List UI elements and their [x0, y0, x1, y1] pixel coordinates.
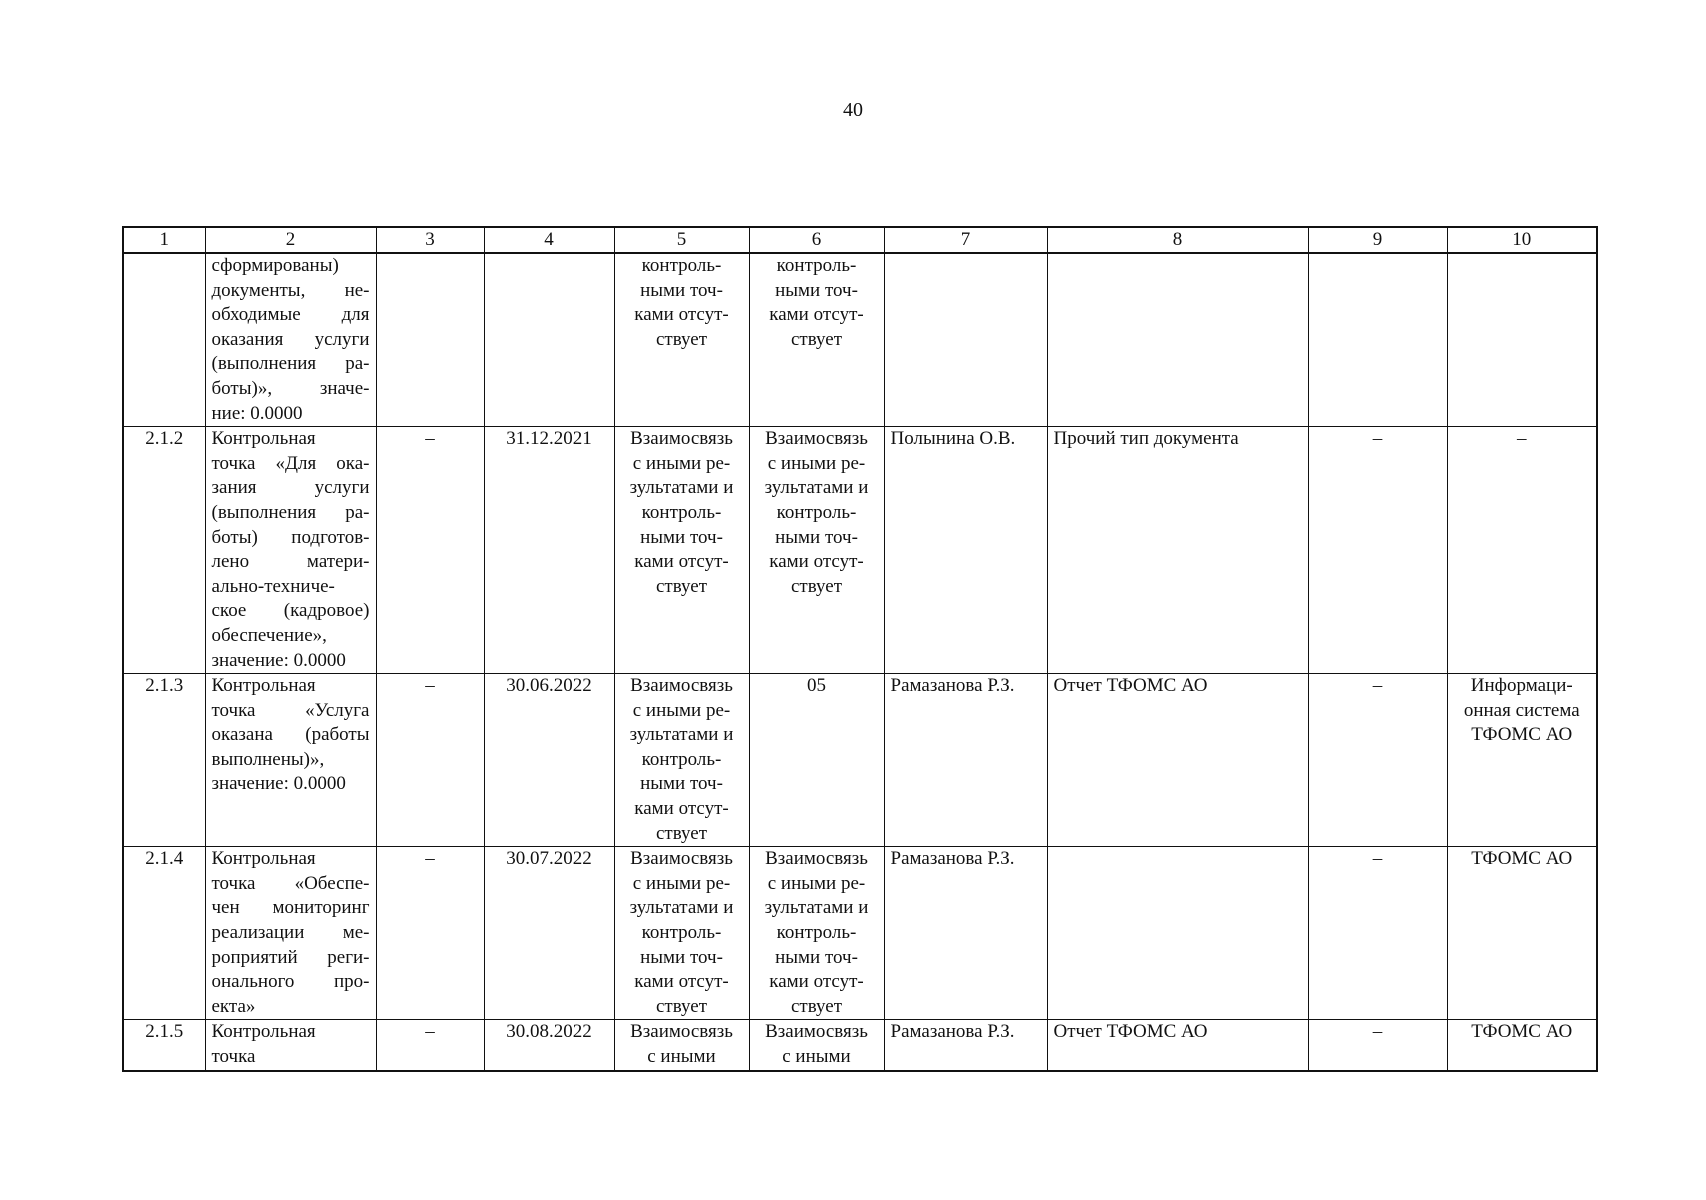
relation-cell — [614, 253, 749, 427]
control-point-text: Контрольная — [211, 428, 316, 450]
col3-cell — [376, 674, 484, 847]
relation-text: контроль- — [776, 922, 857, 944]
info-system-cell — [1447, 674, 1597, 847]
control-point-text: Контрольная — [211, 675, 316, 697]
date-cell — [484, 253, 614, 427]
due-date: 31.12.2021 — [506, 428, 592, 450]
col3-cell — [376, 253, 484, 427]
relation-cell — [614, 674, 749, 847]
responsible-cell — [884, 427, 1047, 674]
column-header: 6 — [749, 227, 884, 253]
relation-text: ствует — [655, 822, 708, 844]
control-point-text: роприятий реги- — [211, 946, 370, 968]
control-point-text: онального про- — [211, 971, 370, 993]
responsible-cell — [884, 1020, 1047, 1071]
col3-cell — [376, 847, 484, 1020]
col9-cell — [1308, 674, 1447, 847]
relation-text: контроль- — [776, 501, 857, 523]
relation-text: с иными — [647, 1046, 716, 1067]
info-system-text: Информаци- — [1470, 675, 1573, 697]
control-point-text: боты)», значе- — [211, 377, 370, 399]
relation-text: Взаимосвязь — [765, 1021, 868, 1043]
date-cell — [484, 847, 614, 1020]
date-cell — [484, 674, 614, 847]
relation-text: Взаимосвязь — [630, 428, 733, 450]
control-point-text: чен мониторинг — [211, 897, 370, 919]
control-point-text: Контрольная — [211, 848, 316, 870]
relation-text: контроль- — [641, 255, 722, 276]
relation-text: Взаимосвязь — [765, 848, 868, 870]
control-point-text: точка «Услуга — [211, 699, 370, 721]
control-point-text: ское (кадровое) — [211, 600, 370, 622]
control-point-text: значение: 0.0000 — [211, 773, 346, 795]
relation-text: с иными — [782, 1046, 851, 1067]
document-type: Отчет ТФОМС АО — [1053, 1021, 1208, 1043]
column-header: 2 — [205, 227, 376, 253]
relation-text: контроль- — [776, 255, 857, 276]
column-header: 1 — [123, 227, 205, 253]
relation-text: ствует — [790, 995, 843, 1017]
col9-cell — [1308, 427, 1447, 674]
row-number: 2.1.4 — [145, 848, 184, 870]
relation-cell — [614, 1020, 749, 1071]
control-points-table — [122, 226, 1598, 1072]
relation-text: ными точ- — [775, 946, 858, 968]
relation-text: зультатами и — [629, 724, 734, 746]
row-number: 2.1.5 — [145, 1021, 184, 1043]
col3-cell — [376, 1020, 484, 1071]
control-point-text: (выполнения ра- — [211, 353, 370, 375]
col9-value: – — [1372, 1021, 1383, 1043]
control-point-text: реализации ме- — [211, 922, 370, 944]
info-system-text: ТФОМС АО — [1471, 848, 1573, 870]
responsible-cell — [884, 674, 1047, 847]
relation-text: ками отсут- — [769, 971, 864, 993]
responsible-person: Рамазанова Р.З. — [890, 848, 1015, 870]
control-point-cell — [205, 253, 376, 427]
control-point-text: точка «Для ока- — [211, 452, 370, 474]
due-date: 30.07.2022 — [506, 848, 592, 870]
relation-text: ками отсут- — [634, 798, 729, 820]
responsible-cell — [884, 847, 1047, 1020]
relation-text: Взаимосвязь — [630, 675, 733, 697]
responsible-person: Полынина О.В. — [890, 428, 1016, 450]
relation-text: зультатами и — [764, 897, 869, 919]
date-cell — [484, 427, 614, 674]
col9-cell — [1308, 253, 1447, 427]
control-point-text: сформированы) — [211, 255, 339, 276]
relation-cell — [614, 427, 749, 674]
row-number: 2.1.3 — [145, 675, 184, 697]
col9-value: – — [1372, 428, 1383, 450]
document-type-cell — [1047, 427, 1308, 674]
row-number-cell — [123, 1020, 205, 1071]
control-point-text: зания услуги — [211, 477, 370, 499]
row-number-cell — [123, 674, 205, 847]
due-date: 30.08.2022 — [506, 1021, 592, 1043]
relation-text: ствует — [790, 575, 843, 597]
relation-text: ными точ- — [640, 279, 723, 301]
relation-text: с иными ре- — [632, 872, 731, 894]
control-point-text: (выполнения ра- — [211, 501, 370, 523]
document-type-cell — [1047, 1020, 1308, 1071]
relation-text: Взаимосвязь — [765, 428, 868, 450]
control-point-text: точка — [211, 1046, 256, 1067]
relation-text: контроль- — [641, 922, 722, 944]
info-system-text: онная система — [1463, 699, 1580, 721]
relation-text: зультатами и — [764, 477, 869, 499]
control-point-cell — [205, 674, 376, 847]
relation-cell-2 — [749, 847, 884, 1020]
relation-text: ками отсут- — [634, 304, 729, 326]
control-point-text: екта» — [211, 995, 256, 1017]
relation-text: зультатами и — [629, 477, 734, 499]
document-type-cell — [1047, 674, 1308, 847]
relation-text: контроль- — [641, 501, 722, 523]
relation-cell-2 — [749, 674, 884, 847]
col3-cell — [376, 427, 484, 674]
table-row — [123, 674, 1597, 847]
info-system-text: – — [1517, 428, 1527, 450]
control-point-text: лено матери- — [211, 551, 370, 573]
control-point-text: оказана (работы — [211, 724, 370, 746]
relation-text: ствует — [655, 995, 708, 1017]
relation-cell — [614, 847, 749, 1020]
control-point-cell — [205, 1020, 376, 1071]
control-point-text: точка «Обеспе- — [211, 872, 370, 894]
relation-cell-2 — [749, 253, 884, 427]
due-date: 30.06.2022 — [506, 675, 592, 697]
col3-value: – — [425, 428, 435, 450]
relation-text: зультатами и — [629, 897, 734, 919]
column-header: 4 — [484, 227, 614, 253]
relation-text: ками отсут- — [634, 971, 729, 993]
info-system-text: ТФОМС АО — [1471, 1021, 1573, 1043]
table-row — [123, 427, 1597, 674]
responsible-cell — [884, 253, 1047, 427]
relation-text: ками отсут- — [769, 551, 864, 573]
col3-value: – — [425, 675, 435, 697]
relation-cell-2 — [749, 1020, 884, 1071]
col9-value: – — [1372, 675, 1383, 697]
relation-text: ствует — [655, 328, 708, 350]
responsible-person: Рамазанова Р.З. — [890, 1021, 1015, 1043]
info-system-text: ТФОМС АО — [1471, 724, 1573, 746]
relation-text: ками отсут- — [769, 304, 864, 326]
control-point-text: боты) подготов- — [211, 526, 370, 548]
col9-cell — [1308, 847, 1447, 1020]
control-point-text: обходимые для — [211, 304, 370, 326]
col3-value: – — [425, 1021, 435, 1043]
row-number-cell — [123, 253, 205, 427]
relation-text: 05 — [807, 675, 826, 697]
relation-text: Взаимосвязь — [630, 1021, 733, 1043]
relation-text: ными точ- — [775, 279, 858, 301]
relation-text: ными точ- — [640, 773, 723, 795]
relation-text: с иными ре- — [767, 872, 866, 894]
info-system-cell — [1447, 427, 1597, 674]
date-cell — [484, 1020, 614, 1071]
col9-cell — [1308, 1020, 1447, 1071]
relation-text: Взаимосвязь — [630, 848, 733, 870]
col9-value: – — [1372, 848, 1383, 870]
relation-text: ными точ- — [775, 526, 858, 548]
table-row — [123, 847, 1597, 1020]
responsible-person: Рамазанова Р.З. — [890, 675, 1015, 697]
header-row — [123, 227, 1597, 253]
relation-text: ными точ- — [640, 526, 723, 548]
relation-text: с иными ре- — [632, 699, 731, 721]
control-point-text: оказания услуги — [211, 328, 370, 350]
relation-text: с иными ре- — [632, 452, 731, 474]
control-point-cell — [205, 847, 376, 1020]
row-number: 2.1.2 — [145, 428, 184, 450]
relation-text: ками отсут- — [634, 551, 729, 573]
info-system-cell — [1447, 253, 1597, 427]
document-type-cell — [1047, 253, 1308, 427]
column-header: 10 — [1447, 227, 1597, 253]
relation-cell-2 — [749, 427, 884, 674]
document-type-cell — [1047, 847, 1308, 1020]
column-header: 7 — [884, 227, 1047, 253]
relation-text: с иными ре- — [767, 452, 866, 474]
col3-value: – — [425, 848, 435, 870]
column-header: 9 — [1308, 227, 1447, 253]
control-point-text: значение: 0.0000 — [211, 649, 346, 671]
document-type: Отчет ТФОМС АО — [1053, 675, 1208, 697]
info-system-cell — [1447, 847, 1597, 1020]
relation-text: контроль- — [641, 748, 722, 770]
document-type: Прочий тип документа — [1053, 428, 1239, 450]
table-row — [123, 253, 1597, 427]
column-header: 5 — [614, 227, 749, 253]
relation-text: ствует — [790, 328, 843, 350]
control-point-text: Контрольная — [211, 1021, 316, 1043]
control-point-text: ально-техниче- — [211, 575, 335, 597]
relation-text: ствует — [655, 575, 708, 597]
relation-text: ными точ- — [640, 946, 723, 968]
control-point-text: выполнены)», — [211, 748, 325, 770]
row-number-cell — [123, 847, 205, 1020]
column-header: 8 — [1047, 227, 1308, 253]
control-point-text: обеспечение», — [211, 624, 327, 646]
control-point-cell — [205, 427, 376, 674]
info-system-cell — [1447, 1020, 1597, 1071]
control-point-text: ние: 0.0000 — [211, 402, 303, 424]
table-row — [123, 1020, 1597, 1071]
row-number-cell — [123, 427, 205, 674]
page-number: 40 — [843, 99, 863, 121]
control-point-text: документы, не- — [211, 279, 370, 301]
column-header: 3 — [376, 227, 484, 253]
